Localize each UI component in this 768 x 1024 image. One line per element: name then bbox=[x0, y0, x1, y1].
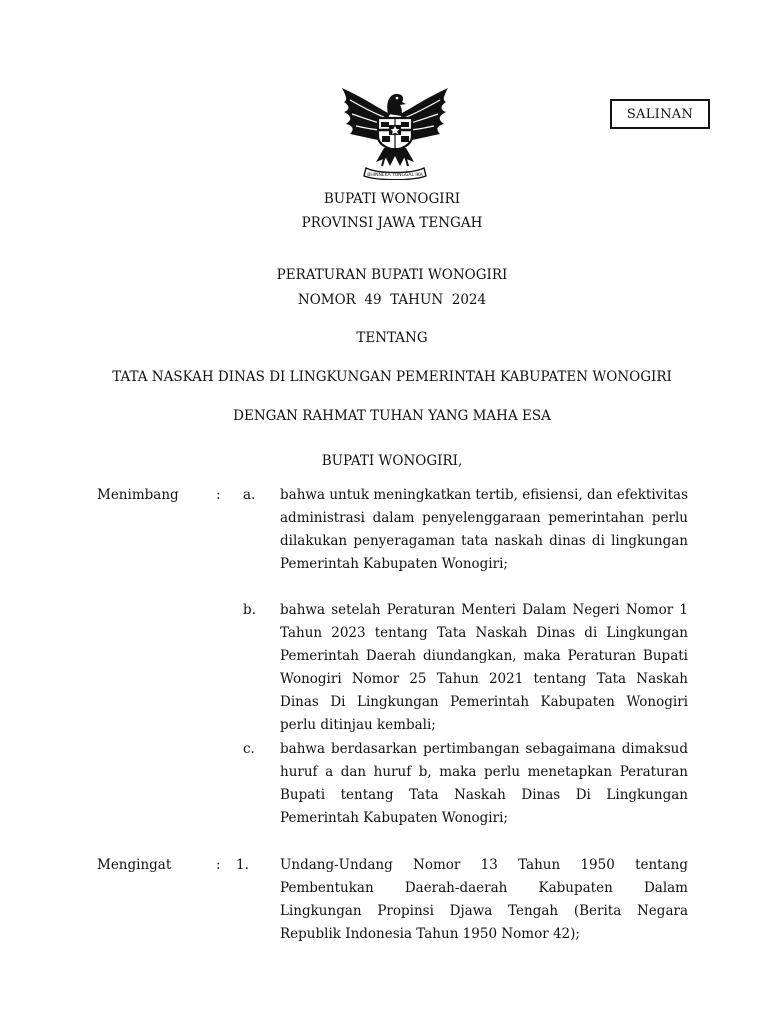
official-title: BUPATI WONOGIRI bbox=[323, 191, 461, 207]
about-heading: TENTANG bbox=[356, 330, 428, 346]
menimbang-label: Menimbang bbox=[97, 487, 179, 503]
emblem-motto: BHINNEKA TUNGGAL IKA bbox=[367, 173, 423, 178]
menimbang-item-a: bahwa untuk meningkatkan tertib, efisiensi, dan efektivitas administrasi dalam penyelenggaraan pemerintahan perlu dilakukan penyeragaman tata naskah dinas di lingkungan Pemerintah Kabupaten Wonogiri; bbox=[280, 487, 688, 572]
menimbang-colon: : bbox=[216, 487, 221, 503]
garuda-pancasila-emblem bbox=[328, 84, 462, 180]
mengingat-item-1: Undang-Undang Nomor 13 Tahun 1950 tentang Pembentukan Daerah-daerah Kabupaten Dalam Lingkungan Propinsi Djawa Tengah (Berita Negara Republik Indonesia Tahun 1950 Nomor 42); bbox=[280, 857, 688, 942]
salinan-label: SALINAN bbox=[626, 106, 694, 122]
regulation-number: NOMOR 49 TAHUN 2024 bbox=[297, 292, 487, 308]
item-marker: 1. bbox=[236, 857, 249, 873]
menimbang-item-b: bahwa setelah Peraturan Menteri Dalam Negeri Nomor 1 Tahun 2023 tentang Tata Naskah Dinas di Lingkungan Pemerintah Daerah diundangkan, maka Peraturan Bupati Wonogiri Nomor 25 Tahun 2021 tentang Tata Naskah Dinas Di Lingkungan Pemerintah Kabupaten Wonogiri perlu ditinjau kembali; bbox=[280, 602, 688, 733]
menimbang-item-c: bahwa berdasarkan pertimbangan sebagaimana dimaksud huruf a dan huruf b, maka perlu menetapkan Peraturan Bupati tentang Tata Naskah Dinas Di Lingkungan Pemerintah Kabupaten Wonogiri; bbox=[280, 741, 688, 826]
item-marker: b. bbox=[243, 602, 256, 618]
salinan-stamp bbox=[610, 99, 710, 129]
item-marker: a. bbox=[243, 487, 256, 503]
mengingat-label: Mengingat bbox=[97, 857, 172, 873]
regulation-title: PERATURAN BUPATI WONOGIRI bbox=[276, 267, 508, 283]
addressee: BUPATI WONOGIRI, bbox=[321, 453, 463, 469]
item-marker: c. bbox=[243, 741, 255, 757]
mengingat-colon: : bbox=[216, 857, 221, 873]
province-title: PROVINSI JAWA TENGAH bbox=[301, 215, 483, 231]
regulation-subject: TATA NASKAH DINAS DI LINGKUNGAN PEMERINTAH KABUPATEN WONOGIRI bbox=[112, 369, 672, 385]
grace-statement: DENGAN RAHMAT TUHAN YANG MAHA ESA bbox=[233, 408, 551, 424]
